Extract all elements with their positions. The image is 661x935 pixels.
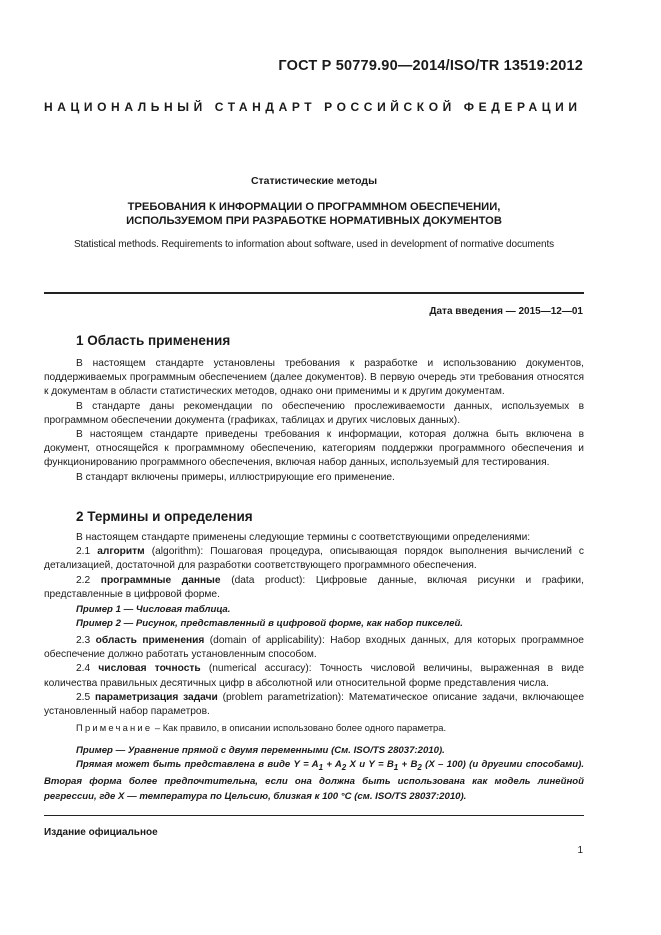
term-2-2: 2.2 программные данные (data product): Цифровые данные, включая рисунки и графики, представленные в цифровой форме. xyxy=(44,574,584,600)
document-subject: Статистические методы xyxy=(250,175,378,187)
term-name: область применения xyxy=(95,635,205,646)
paragraph: В настоящем стандарте приведены требования к информации, которая должна быть включена в документ, относящейся к программному обеспечению, категориям поддержки программного обеспечения и функционированию программного обеспечения, включая набор данных, используемый для тестирования. xyxy=(44,429,584,469)
title-line-1: ТРЕБОВАНИЯ К ИНФОРМАЦИИ О ПРОГРАММНОМ ОБЕСПЕЧЕНИИ, xyxy=(127,201,501,213)
example-3-title: Пример — Уравнение прямой с двумя переменными (См. ISO/TS 28037:2010). xyxy=(76,745,445,756)
paragraph: В стандарт включены примеры, иллюстрирующие его применение. xyxy=(76,471,395,483)
section-1-body xyxy=(44,357,584,485)
paragraph: В настоящем стандарте установлены требования к разработке и использованию документов, поддерживаемых программным обеспечением (далее документов). В первую очередь эти требования относятся к документам в области статистических методов, однако они применимы и к другим документам. xyxy=(44,358,584,398)
title-line-2: ИСПОЛЬЗУЕМОМ ПРИ РАЗРАБОТКЕ НОРМАТИВНЫХ ДОКУМЕНТОВ xyxy=(126,215,502,227)
section-2-heading: 2 Термины и определения xyxy=(76,509,253,524)
example-3-text: Прямая может быть представлена в виде $Y = A_1 + A_2$ X и $Y = B_1 + B_2$ (X – 100) (и другими способами). Вторая форма более предпочтительна, если она должна быть использована как модель линейной регрессии, где X — температура по Цельсию, близкая к 100 °C (см. ISO/TS 28037:2010). xyxy=(44,759,584,802)
document-title xyxy=(44,200,584,228)
term-name: алгоритм xyxy=(97,546,145,558)
term-name: параметризация задачи xyxy=(94,691,218,703)
effective-date: Дата введения — 2015—12—01 xyxy=(429,306,583,317)
section-2-body xyxy=(44,531,584,602)
paragraph: В стандарте даны рекомендации по обеспечению прослеживаемости данных, используемых в программном обеспечении документа (графиках, таблицах и других числовых данных). xyxy=(44,400,584,426)
paragraph: В настоящем стандарте применены следующие термины с соответствующими определениями: xyxy=(76,532,531,543)
national-standard-banner: НАЦИОНАЛЬНЫЙ СТАНДАРТ РОССИЙСКОЙ ФЕДЕРАЦИИ xyxy=(44,100,582,114)
note-text: – Как правило, в описании использовано более одного параметра. xyxy=(154,722,447,733)
section-1-heading: 1 Область применения xyxy=(76,333,231,348)
header-rule xyxy=(44,292,584,294)
term-2-4: 2.4 числовая точность (numerical accuracy): Точность числовой величины, выраженная в виде количества правильных десятичных цифр в абсолютной или относительной форме представления числа. xyxy=(44,663,584,689)
term-2-3: 2.3 область применения (domain of applicability): Набор входных данных, для которых программное обеспечение должно работать установленным способом. xyxy=(44,635,584,661)
term-2-5: 2.5 параметризация задачи (problem parametrization): Математическое описание задачи, включающее установленный набор параметров. xyxy=(44,691,584,718)
term-name: программные данные xyxy=(100,574,221,586)
official-edition-label: Издание официальное xyxy=(44,827,158,838)
examples-block xyxy=(44,603,584,631)
example-1: Пример 1 — Числовая таблица. xyxy=(76,604,231,615)
term-2-1: 2.1 алгоритм (algorithm): Пошаговая процедура, описывающая порядок выполнения вычислений с детализацией, достаточной для разработки соответствующего программного обеспечения. xyxy=(44,546,584,572)
page-number: 1 xyxy=(577,845,583,856)
terms-continued xyxy=(44,634,584,719)
note xyxy=(44,721,584,735)
footer-rule xyxy=(44,815,584,816)
standard-number: ГОСТ Р 50779.90—2014/ISO/TR 13519:2012 xyxy=(278,58,583,74)
term-name: числовая точность xyxy=(98,663,201,675)
example-equation-block xyxy=(44,744,584,804)
note-label: Примечание xyxy=(76,722,153,733)
example-2: Пример 2 — Рисунок, представленный в цифровой форме, как набор пикселей. xyxy=(76,618,463,630)
english-title: Statistical methods. Requirements to information about software, used in development of normative documents xyxy=(73,239,555,250)
